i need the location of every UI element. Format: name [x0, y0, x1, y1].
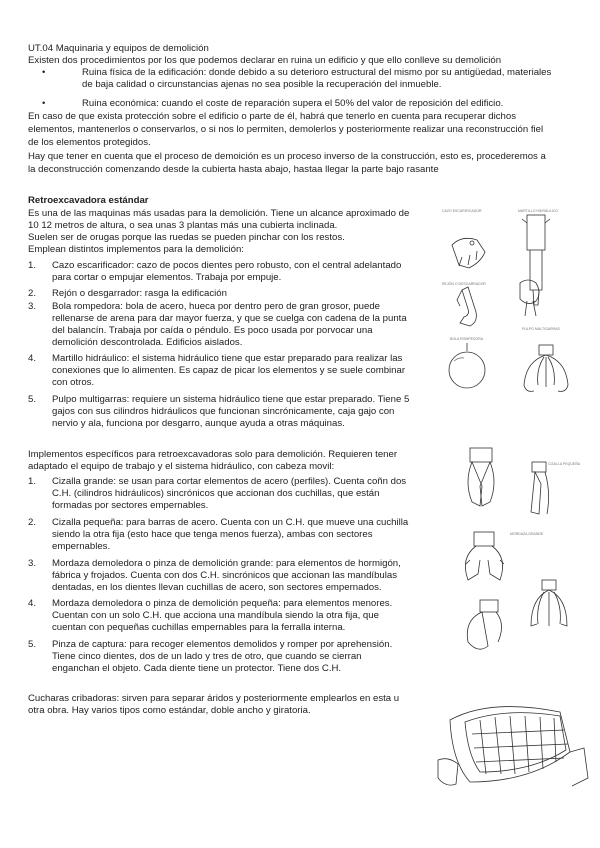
item-line: cuentan con pequeñas cuchillas empernables para la ferralla interna. [52, 622, 346, 633]
item-number: 5. [28, 394, 37, 405]
item-line: gajos con sus cilindros hidráulicos que funcionan sincrónicamente, caja gajo con [52, 406, 395, 417]
item-number: 4. [28, 353, 37, 364]
scarifier-bucket-drawing [452, 238, 485, 268]
small-jaw-crusher-drawing [467, 600, 501, 649]
paragraph-line: En caso de que exista protección sobre el edificio o parte de él, habrá que tenerlo en cuenta para recuperar dichos [28, 111, 516, 122]
svg-text:REJÓN O DESGARRADOR: REJÓN O DESGARRADOR [442, 282, 486, 286]
bullet-line: Ruina física de la edificación: donde debido a su deterioro estructural del mismo por su antigüedad, materiales [82, 67, 552, 78]
item-line: Mordaza demoledora o pinza de demolición pequeña: para elementos menores. [52, 598, 393, 609]
large-shear-drawing [468, 448, 494, 506]
item-line: conexiones que lo alimenten. Es capaz de picar los elementos y se suele combinar [52, 365, 406, 376]
section-heading-retroexcavadora: Retroexcavadora estándar [28, 195, 149, 206]
item-number: 1. [28, 260, 37, 271]
shear-attachment-drawing [520, 280, 539, 316]
paragraph-line: Cucharas cribadoras: sirven para separar áridos y posteriormente emplearlos en esta u [28, 693, 400, 704]
paragraph-line: otra obra. Hay varios tipos como estándar, doble ancho y giratoria. [28, 705, 311, 716]
hydraulic-hammer-drawing [522, 215, 550, 305]
item-line: Cuentan con un solo C.H. que acciona una mandíbula siendo la otra fija, que [52, 610, 379, 621]
retro-intro-line: Emplean distintos implementos para la demolición: [28, 244, 244, 255]
item-number: 5. [28, 639, 37, 650]
svg-text:BOLA ROMPEDORA: BOLA ROMPEDORA [450, 337, 484, 341]
item-line: nervio y ala, funciona por desgarro, aunque ayuda a otras máquinas. [52, 418, 345, 429]
item-line: Rejón o desgarrador: rasga la edificación [52, 288, 227, 299]
item-line: del balancín. Trabaja por caída o péndulo. Es poco usada por porvocar una [52, 325, 373, 336]
capture-grab-drawing [531, 580, 567, 626]
item-line: Cazo escarificador: cazo de pocos dientes pero robusto, con el central adelantado [52, 260, 402, 271]
item-line: C.H. (cilindros hidráulicos) sincrónicos que accionan dos cuchillas, que están [52, 488, 380, 499]
item-line: Cizalla grande: se usan para cortar elementos de acero (perfiles). Cuenta coñn dos [52, 476, 407, 487]
paragraph-line: la deconstrucción comenzando desde la cubierta hasta abajo, hastaa llegar la parte bajo rasante [28, 164, 439, 175]
item-line: para cortar o empujar elementos. Trabaja por empuje. [52, 272, 282, 283]
item-number: 2. [28, 288, 37, 299]
paragraph-line: elementos, mantenerlos o conservarlos, o si nos lo permiten, demolerlos y posteriormente realizar una reconstrucción fiel [28, 124, 544, 135]
paragraph-line: Hay que tener en cuenta que el proceso de demoición es un proceso inverso de la construcción, esto es, procederemos a [28, 151, 546, 162]
item-line: Cizalla pequeña: para barras de acero. Cuenta con un C.H. que mueve una cuchilla [52, 517, 409, 528]
item-line: Pulpo multigarras: requiere un sistema hidráulico tiene que estar preparado. Tiene 5 [52, 394, 410, 405]
impl-intro-line: adaptado el equipo de trabajo y el sistema hidráulico, con cabeza movil: [28, 461, 335, 472]
bullet-dot: • [42, 67, 46, 78]
item-line: enganchan el objeto. Cada diente tiene un protector. Tiene dos C.H. [52, 663, 342, 674]
impl-intro-line: Implementos específicos para retroexcavadoras solo para demolición. Requieren tener [28, 449, 398, 460]
implements-illustration [432, 205, 582, 420]
ripper-drawing [457, 287, 476, 326]
item-line: formadas por sectores empernables. [52, 500, 209, 511]
large-jaw-crusher-drawing [465, 532, 504, 580]
item-line: con otros. [52, 377, 95, 388]
screening-bucket-illustration [430, 690, 590, 805]
multitine-grab-drawing [524, 345, 568, 391]
item-number: 2. [28, 517, 37, 528]
bullet-line: Ruina económica: cuando el coste de reparación supera el 50% del valor de reposición del edificio. [82, 98, 504, 109]
retro-intro-line: Suelen ser de orugas porque las ruedas se pueden pinchar con los restos. [28, 232, 345, 243]
item-line: fábrica y frojados. Cuenta con dos C.H. sincrónicos que accionan las mandíbulas [52, 570, 398, 581]
retro-intro-line: 10 12 metros de altura, o sea unas 3 plantas más una cubierta inclinada. [28, 220, 338, 231]
item-line: dentadas, en los dientes llevan cuchillas de acero, son sectores empernados. [52, 582, 382, 593]
item-line: Mordaza demoledora o pinza de demolición grande: para elementos de hormigón, [52, 558, 401, 569]
shears-jaws-illustration [440, 440, 590, 685]
intro-line: Existen dos procedimientos por los que podemos declarar en ruina un edificio y que ello conlleve su demolición [28, 55, 502, 66]
item-line: empernables. [52, 541, 111, 552]
item-number: 3. [28, 301, 37, 312]
item-line: demolición descontrolada. Edificios aislados. [52, 337, 243, 348]
wrecking-ball-drawing [449, 343, 485, 388]
item-number: 4. [28, 598, 37, 609]
item-number: 1. [28, 476, 37, 487]
svg-text:CIZALLA PEQUEÑA: CIZALLA PEQUEÑA [548, 462, 581, 466]
page-title: UT.04 Maquinaria y equipos de demolición [28, 43, 209, 54]
item-line: Tiene cinco dientes, dos de un lado y tres de otro, que cuando se cierran [52, 651, 362, 662]
item-line: Martillo hidráulico: el sistema hidráulico tiene que estar preparado para realizar las [52, 353, 403, 364]
item-line: rellenarse de arena para dar mayor fuerza, y que se cuelga con cadena de la punta [52, 313, 407, 324]
svg-text:MORDAZA GRANDE: MORDAZA GRANDE [510, 532, 544, 536]
bullet-dot: • [42, 98, 46, 109]
paragraph-line: de los elementos protegidos. [28, 137, 151, 148]
svg-text:MARTILLO HIDRÁULICO: MARTILLO HIDRÁULICO [518, 209, 558, 213]
item-line: siendo la otra fija (esto hace que tenga menos fuerza), ambas con sectores [52, 529, 373, 540]
bullet-line: de baja calidad o circunstancias ajenas no sea posible la recuperación del inmueble. [82, 79, 442, 90]
retro-intro-line: Es una de las maquinas más usadas para la demolición. Tiene un alcance aproximado de [28, 208, 410, 219]
item-line: Bola rompedora: bola de acero, hueca por dentro pero de gran grosor, puede [52, 301, 381, 312]
item-number: 3. [28, 558, 37, 569]
ruina-bullet-list [28, 67, 588, 112]
svg-text:PULPO MULTIGARRAS: PULPO MULTIGARRAS [522, 327, 560, 331]
small-shear-drawing [531, 462, 549, 514]
svg-text:CAZO ESCARIFICADOR: CAZO ESCARIFICADOR [442, 209, 482, 213]
item-line: Pinza de captura: para recoger elementos demolidos y romper por aprehensión. [52, 639, 393, 650]
